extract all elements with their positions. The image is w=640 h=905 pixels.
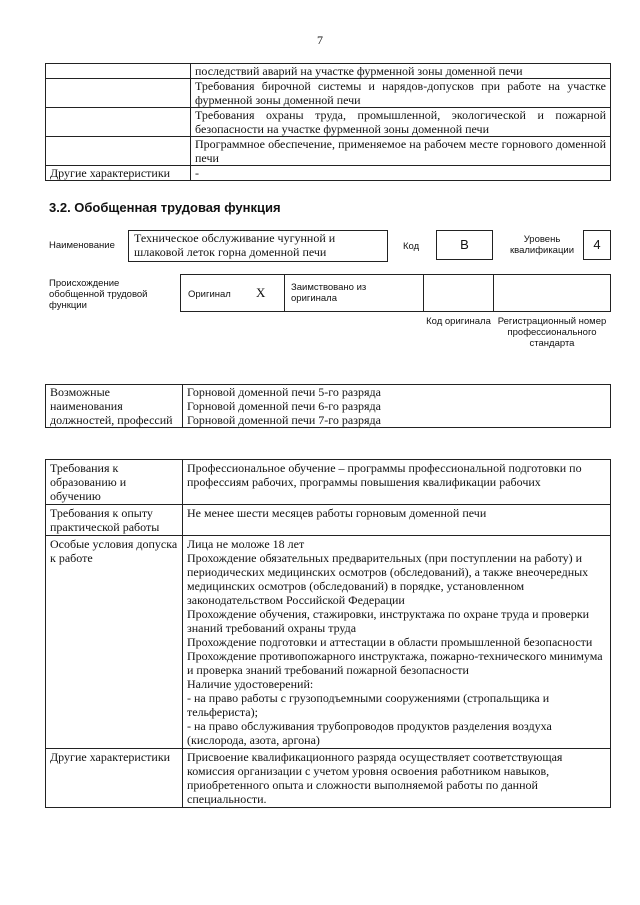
- list-item: Горновой доменной печи 7-го разряда: [187, 413, 381, 427]
- code-original-label: Код оригинала: [426, 316, 491, 327]
- table-row: [46, 137, 611, 166]
- row-label: [46, 79, 191, 108]
- row-line: Прохождение противопожарного инструктажа, пожарно-технического минимума и проверка знаний требований пожарной безопасности: [187, 649, 603, 677]
- row-value: Программное обеспечение, применяемое на рабочем месте горнового доменной печи: [191, 137, 611, 166]
- row-line: Лица не моложе 18 лет: [187, 537, 305, 551]
- origin-label: Происхождение обобщенной трудовой функции: [49, 278, 148, 311]
- row-label: Другие характеристики: [46, 166, 191, 181]
- row-label: [46, 137, 191, 166]
- row-line: - на право обслуживания трубопроводов продуктов разделения воздуха (кислорода, азота, аргона): [187, 719, 552, 747]
- requirements-table: [45, 459, 611, 808]
- table-row: [46, 166, 611, 181]
- row-value: [183, 536, 611, 749]
- original-label: Оригинал: [188, 289, 231, 300]
- row-value: -: [191, 166, 611, 181]
- positions-label: Возможные наименования должностей, профессий: [46, 385, 183, 428]
- row-label: Другие характеристики: [46, 749, 183, 808]
- reg-number-cell: [493, 274, 611, 312]
- row-value: Требования бирочной системы и нарядов-допусков при работе на участке фурменной зоны доменной печи: [191, 79, 611, 108]
- table-row: [46, 505, 611, 536]
- row-value: Требования охраны труда, промышленной, экологической и пожарной безопасности на участке фурменной зоны доменной печи: [191, 108, 611, 137]
- row-label: Требования к опыту практической работы: [46, 505, 183, 536]
- row-line: Профессиональное обучение – программы профессиональной подготовки по профессиям рабочих, программы повышения квалификации рабочих: [187, 461, 582, 489]
- table-row: [46, 108, 611, 137]
- borrowed-cell: [284, 274, 424, 312]
- positions-table: [45, 384, 611, 428]
- level-label: Уровень квалификации: [509, 234, 575, 256]
- row-value: [183, 460, 611, 505]
- original-cell: [180, 274, 285, 312]
- table-row: [46, 64, 611, 79]
- page-number: 7: [317, 33, 323, 47]
- row-line: - на право работы с грузоподъемными сооружениями (стропальщика и тельфериста);: [187, 691, 550, 719]
- top-characteristics-table: [45, 63, 611, 181]
- row-label: [46, 64, 191, 79]
- name-label: Наименование: [49, 240, 115, 251]
- table-row: [46, 749, 611, 808]
- row-value: последствий аварий на участке фурменной зоны доменной печи: [191, 64, 611, 79]
- table-row: [46, 385, 611, 428]
- positions-list: [183, 385, 611, 428]
- row-line: Присвоение квалификационного разряда осуществляет соответствующая комиссия организации с учетом уровня освоения работником навыков, приобретенного опыта и сложности выполняемой работы по данной специальности.: [187, 750, 563, 806]
- row-label: Особые условия допуска к работе: [46, 536, 183, 749]
- row-value: [183, 505, 611, 536]
- borrowed-label: Заимствовано из оригинала: [291, 282, 367, 304]
- row-line: Не менее шести месяцев работы горновым доменной печи: [187, 506, 487, 520]
- row-line: Прохождение обучения, стажировки, инструктажа по охране труда и проверки знаний требований охраны труда: [187, 607, 590, 635]
- row-line: Прохождение обязательных предварительных (при поступлении на работу) и периодических медицинских осмотров (обследований), а также внеочередных медицинских осмотров (обследований) в порядке, установленном законодательством Российской Федерации: [187, 551, 589, 607]
- row-line: Наличие удостоверений:: [187, 677, 314, 691]
- original-mark: X: [256, 285, 266, 300]
- table-row: [46, 79, 611, 108]
- list-item: Горновой доменной печи 5-го разряда: [187, 385, 381, 399]
- level-value-box: 4: [583, 230, 611, 260]
- code-original-cell: [423, 274, 494, 312]
- table-row: [46, 460, 611, 505]
- list-item: Горновой доменной печи 6-го разряда: [187, 399, 381, 413]
- row-label: Требования к образованию и обучению: [46, 460, 183, 505]
- code-label: Код: [403, 241, 420, 252]
- table-row: [46, 536, 611, 749]
- function-name-box: Техническое обслуживание чугунной и шлаковой леток горна доменной печи: [128, 230, 388, 262]
- code-value-box: В: [436, 230, 493, 260]
- reg-number-label: Регистрационный номер профессионального стандарта: [497, 316, 607, 349]
- row-line: Прохождение подготовки и аттестации в области промышленной безопасности: [187, 635, 593, 649]
- row-label: [46, 108, 191, 137]
- row-value: [183, 749, 611, 808]
- section-title: 3.2. Обобщенная трудовая функция: [49, 200, 281, 215]
